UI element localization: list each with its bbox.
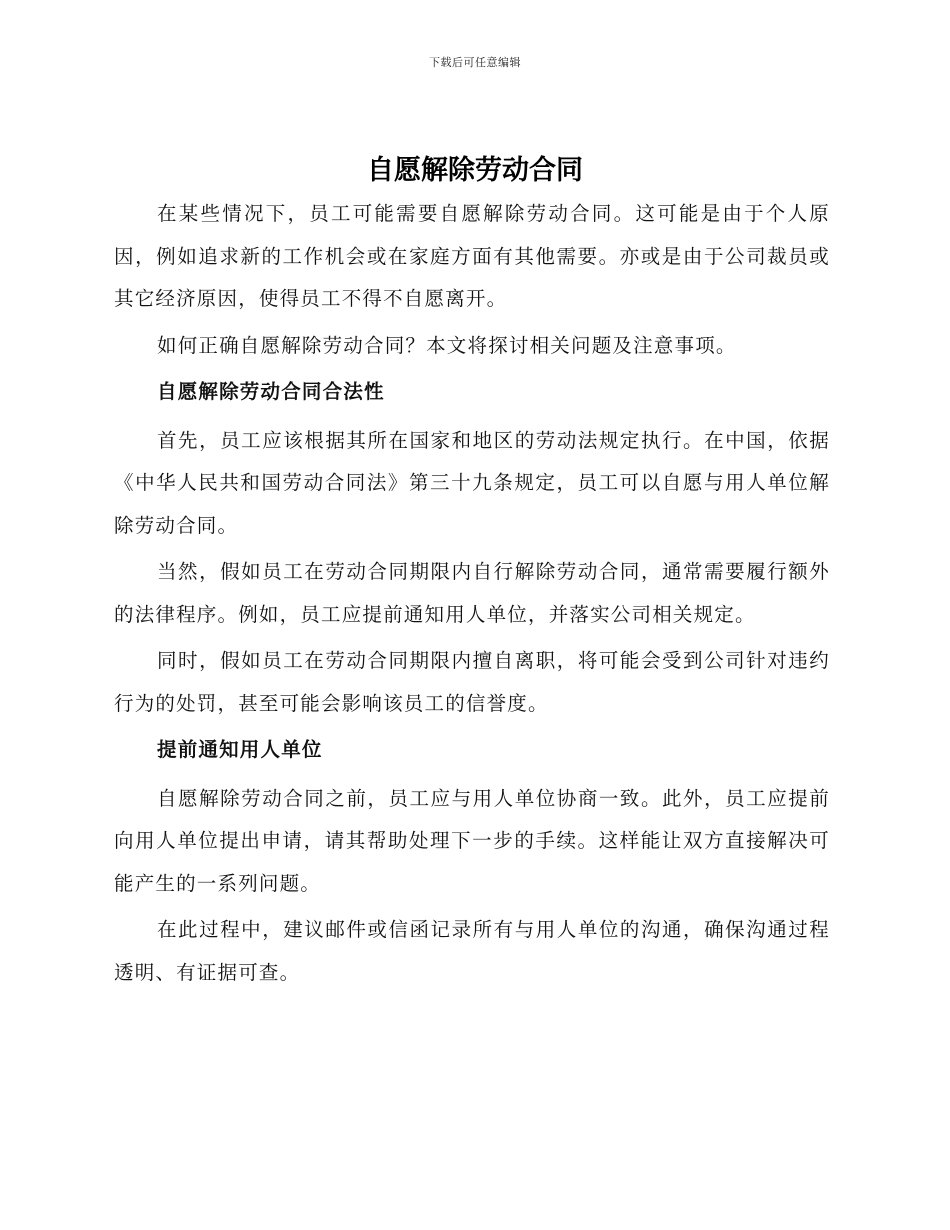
document-body (114, 193, 830, 998)
paragraph: 在某些情况下，员工可能需要自愿解除劳动合同。这可能是由于个人原因，例如追求新的工作机会或在家庭方面有其他需要。亦或是由于公司裁员或其它经济原因，使得员工不得不自愿离开。 (114, 202, 830, 310)
paragraph: 同时，假如员工在劳动合同期限内擅自离职，将可能会受到公司针对违约行为的处罚，甚至可能会影响该员工的信誉度。 (114, 649, 830, 715)
section-heading: 提前通知用人单位 (157, 738, 323, 761)
paragraph: 首先，员工应该根据其所在国家和地区的劳动法规定执行。在中国，依据《中华人民共和国劳动合同法》第三十九条规定，员工可以自愿与用人单位解除劳动合同。 (114, 428, 830, 537)
section-heading: 自愿解除劳动合同合法性 (157, 380, 385, 403)
paragraph: 在此过程中，建议邮件或信函记录所有与用人单位的沟通，确保沟通过程透明、有证据可查。 (114, 918, 830, 984)
document-title: 自愿解除劳动合同 (367, 155, 583, 186)
paragraph: 如何正确自愿解除劳动合同？本文将探讨相关问题及注意事项。 (157, 333, 737, 357)
paragraph: 当然，假如员工在劳动合同期限内自行解除劳动合同，通常需要履行额外的法律程序。例如，员工应提前通知用人单位，并落实公司相关规定。 (114, 560, 830, 626)
header-note: 下载后可任意编辑 (429, 56, 521, 69)
paragraph: 自愿解除劳动合同之前，员工应与用人单位协商一致。此外，员工应提前向用人单位提出申请，请其帮助处理下一步的手续。这样能让双方直接解决可能产生的一系列问题。 (114, 786, 830, 895)
